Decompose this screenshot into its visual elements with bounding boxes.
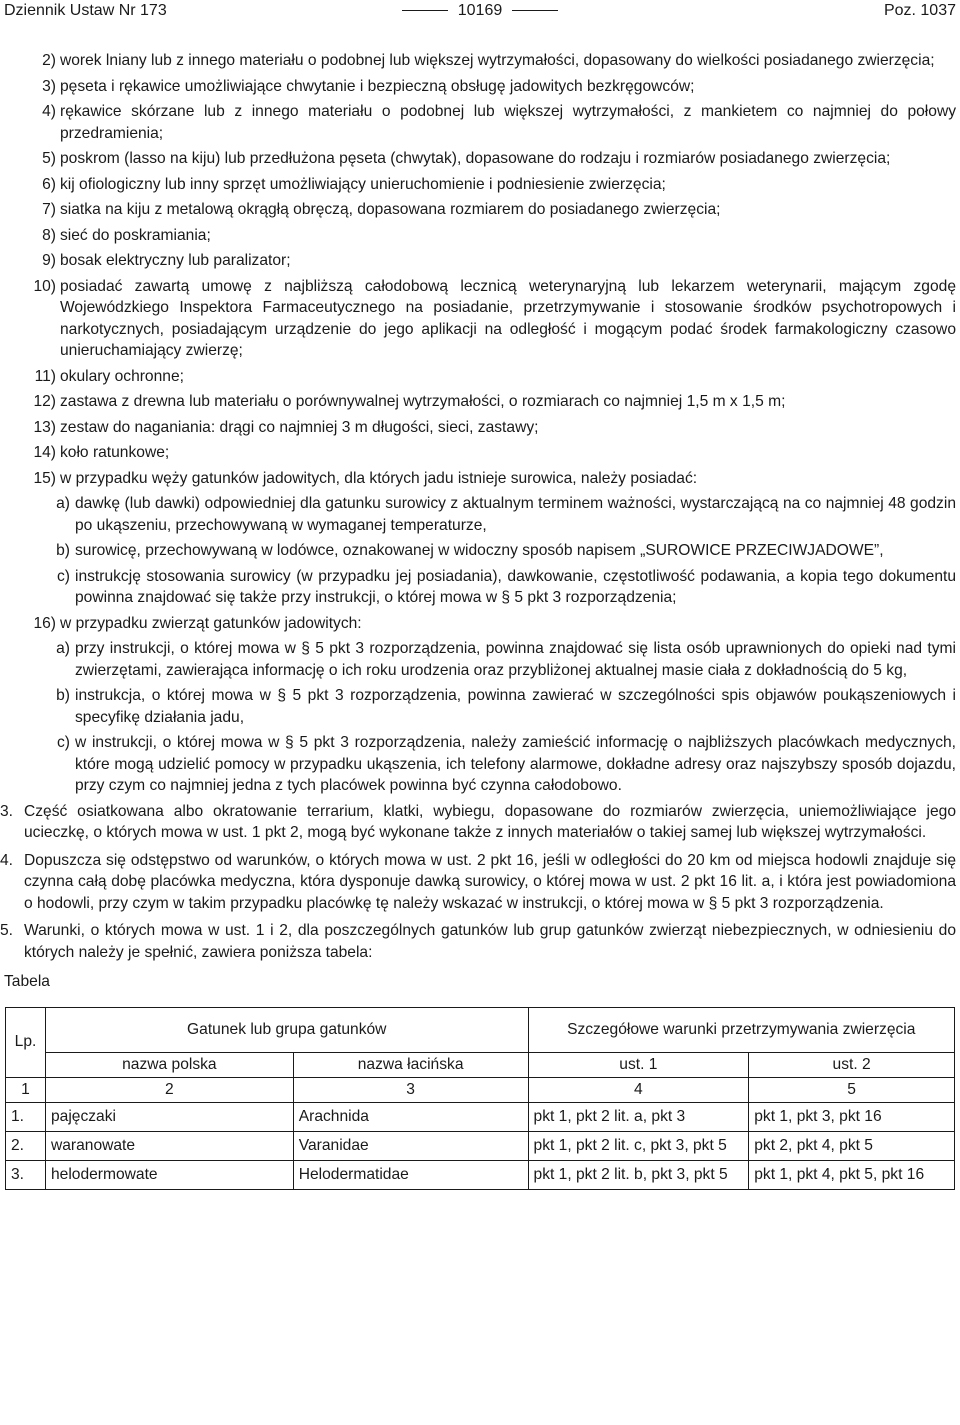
cell-ust1: pkt 1, pkt 2 lit. c, pkt 3, pkt 5	[528, 1131, 749, 1160]
column-number: 1	[6, 1077, 46, 1102]
sub-list-item: c) instrukcję stosowania surowicy (w przypadku jej posiadania), dawkowanie, częstotliwość podawania, a kopia tego dokumentu powinna znajdować się także przy instrukcji, o której mowa w § 5 pkt 3 rozporządzenia;	[57, 567, 956, 606]
list-item: 10) posiadać zawartą umowę z najbliższą całodobową lecznicą weterynaryjną lub lekarzem weterynarii, mającym zgodę Wojewódzkiego Inspektora Farmaceutycznego na posiadanie, przetrzymywanie i stosowanie środków psychotropowych i narkotycznych, posiadającym urządzenie do jego aplikacji na odległość i mogącym podać środek farmakologiczny czasowo unieruchamiający zwierzę;	[33, 277, 956, 359]
column-number: 4	[528, 1077, 749, 1102]
page-header	[0, 0, 960, 22]
table-row	[6, 1131, 955, 1160]
sub-list-item: c) w instrukcji, o której mowa w § 5 pkt 3 rozporządzenia, należy zamieścić informację o najbliższych placówkach medycznych, które mogą udzielić pomocy w przypadku ukąszenia, ich telefony alarmowe, dokładne adresy oraz najszybszy sposób dojazdu, przy czym co najmniej jedna z tych placówek powinna być czynna całodobowo.	[57, 734, 956, 794]
table-label: Tabela	[4, 973, 50, 990]
cell-lp: 1.	[6, 1102, 46, 1131]
document-body	[0, 50, 960, 1190]
column-numbers-row	[6, 1077, 955, 1102]
header-dash-left	[402, 10, 448, 11]
cell-ust2: pkt 1, pkt 4, pkt 5, pkt 16	[749, 1160, 955, 1189]
subheader-polish: nazwa polska	[45, 1052, 293, 1077]
list-item: 3) pęseta i rękawice umożliwiające chwytanie i bezpieczną obsługę jadowitych bezkręgowców;	[42, 77, 695, 95]
page-number: 10169	[457, 2, 503, 19]
subheader-latin: nazwa łacińska	[293, 1052, 528, 1077]
list-item: 12) zastawa z drewna lub materiału o porównywalnej wytrzymałości, o rozmiarach co najmniej 1,5 m x 1,5 m;	[33, 393, 786, 410]
list-item: 2) worek lniany lub z innego materiału o podobnej lub większej wytrzymałości, dopasowany do wielkości posiadanego zwierzęcia;	[42, 52, 935, 69]
sub-list-item: b) surowicę, przechowywaną w lodówce, oznakowanej w widoczny sposób napisem „SUROWICE PRZECIWJADOWE”,	[56, 542, 884, 559]
cell-polish: waranowate	[45, 1131, 293, 1160]
header-dash-right	[512, 10, 558, 11]
paragraph: 5. Warunki, o których mowa w ust. 1 i 2, dla poszczególnych gatunków lub grup gatunków zwierząt niebezpiecznych, w odniesieniu do których należy je spełnić, zawiera poniższa tabela:	[0, 922, 956, 961]
list-item: 6) kij ofiologiczny lub inny sprzęt umożliwiający unieruchomienie i podniesienie zwierzęcia;	[42, 175, 666, 193]
cell-latin: Varanidae	[293, 1131, 528, 1160]
cell-latin: Helodermatidae	[293, 1160, 528, 1189]
sub-list-item: a) przy instrukcji, o której mowa w § 5 pkt 3 rozporządzenia, powinna znajdować się lista osób uprawnionych do opieki nad tymi zwierzętami, zawierająca informację o ich roku urodzenia oraz przybliżonej aktualnej masie ciała z dokładnością do 5 kg,	[56, 640, 956, 679]
list-item: 14) koło ratunkowe;	[33, 444, 170, 461]
sub-list-item: a) dawkę (lub dawki) odpowiedniej dla gatunku surowicy z aktualnym terminem ważności, wystarczającą na co najmniej 48 godzin po ukąszeniu, przechowywaną w wymaganej temperaturze,	[56, 495, 956, 534]
cell-polish: pajęczaki	[45, 1102, 293, 1131]
column-number: 3	[293, 1077, 528, 1102]
sub-list-item: b) instrukcja, o której mowa w § 5 pkt 3 rozporządzenia, powinna zawierać w szczególności spis objawów poukąszeniowych i specyfikę działania jadu,	[56, 687, 956, 726]
cell-lp: 3.	[6, 1160, 46, 1189]
list-item: 15) w przypadku węży gatunków jadowitych, dla których jadu istnieje surowica, należy posiadać:	[33, 469, 698, 487]
column-number: 5	[749, 1077, 955, 1102]
conditions-table	[5, 1007, 955, 1190]
subheader-ust1: ust. 1	[528, 1052, 749, 1077]
cell-latin: Arachnida	[293, 1102, 528, 1131]
list-item: 16) w przypadku zwierząt gatunków jadowitych:	[33, 614, 362, 632]
list-item: 5) poskrom (lasso na kiju) lub przedłużona pęseta (chwytak), dopasowane do rodzaju i rozmiarów posiadanego zwierzęcia;	[42, 150, 891, 167]
cell-polish: helodermowate	[45, 1160, 293, 1189]
list-item: 7) siatka na kiju z metalową okrągłą obręczą, dopasowana rozmiarem do posiadanego zwierzęcia;	[42, 201, 721, 218]
cell-lp: 2.	[6, 1131, 46, 1160]
cell-ust2: pkt 1, pkt 3, pkt 16	[749, 1102, 955, 1131]
header-conditions: Szczegółowe warunki przetrzymywania zwierzęcia	[528, 1007, 954, 1052]
paragraph: 3. Część osiatkowana albo okratowanie terrarium, klatki, wybiegu, dopasowane do rozmiarów zwierzęcia, uniemożliwiające jego ucieczkę, o których mowa w ust. 1 pkt 2, mogą być wykonane także z innych materiałów o takiej samej lub większej wytrzymałości.	[0, 802, 956, 841]
subheader-ust2: ust. 2	[749, 1052, 955, 1077]
table-row	[6, 1160, 955, 1189]
cell-ust1: pkt 1, pkt 2 lit. b, pkt 3, pkt 5	[528, 1160, 749, 1189]
list-item: 11) okulary ochronne;	[34, 367, 184, 385]
list-item: 9) bosak elektryczny lub paralizator;	[42, 252, 291, 269]
header-species: Gatunek lub grupa gatunków	[45, 1007, 528, 1052]
list-item: 4) rękawice skórzane lub z innego materiału o podobnej lub większej wytrzymałości, z mankietem co najmniej do połowy przedramienia;	[42, 103, 956, 142]
header-lp: Lp.	[6, 1007, 46, 1077]
list-item: 13) zestaw do naganiania: drągi co najmniej 3 m długości, sieci, zastawy;	[33, 418, 539, 436]
paragraph: 4. Dopuszcza się odstępstwo od warunków, o których mowa w ust. 2 pkt 16, jeśli w odległości do 20 km od miejsca hodowli znajduje się czynna całą dobę placówka medyczna, która dysponuje dawką surowicy, o której mowa w ust. 2 pkt 16 lit. a, i która jest powiadomiona o hodowli, przy czym w takim przypadku placówkę tę należy wskazać w instrukcji, o której mowa w § 5 pkt 3 rozporządzenia.	[0, 851, 956, 912]
table-row	[6, 1102, 955, 1131]
cell-ust1: pkt 1, pkt 2 lit. a, pkt 3	[528, 1102, 749, 1131]
journal-title: Dziennik Ustaw Nr 173	[4, 2, 167, 19]
column-number: 2	[45, 1077, 293, 1102]
cell-ust2: pkt 2, pkt 4, pkt 5	[749, 1131, 955, 1160]
position-number: Poz. 1037	[883, 2, 956, 19]
list-item: 8) sieć do poskramiania;	[42, 226, 211, 244]
